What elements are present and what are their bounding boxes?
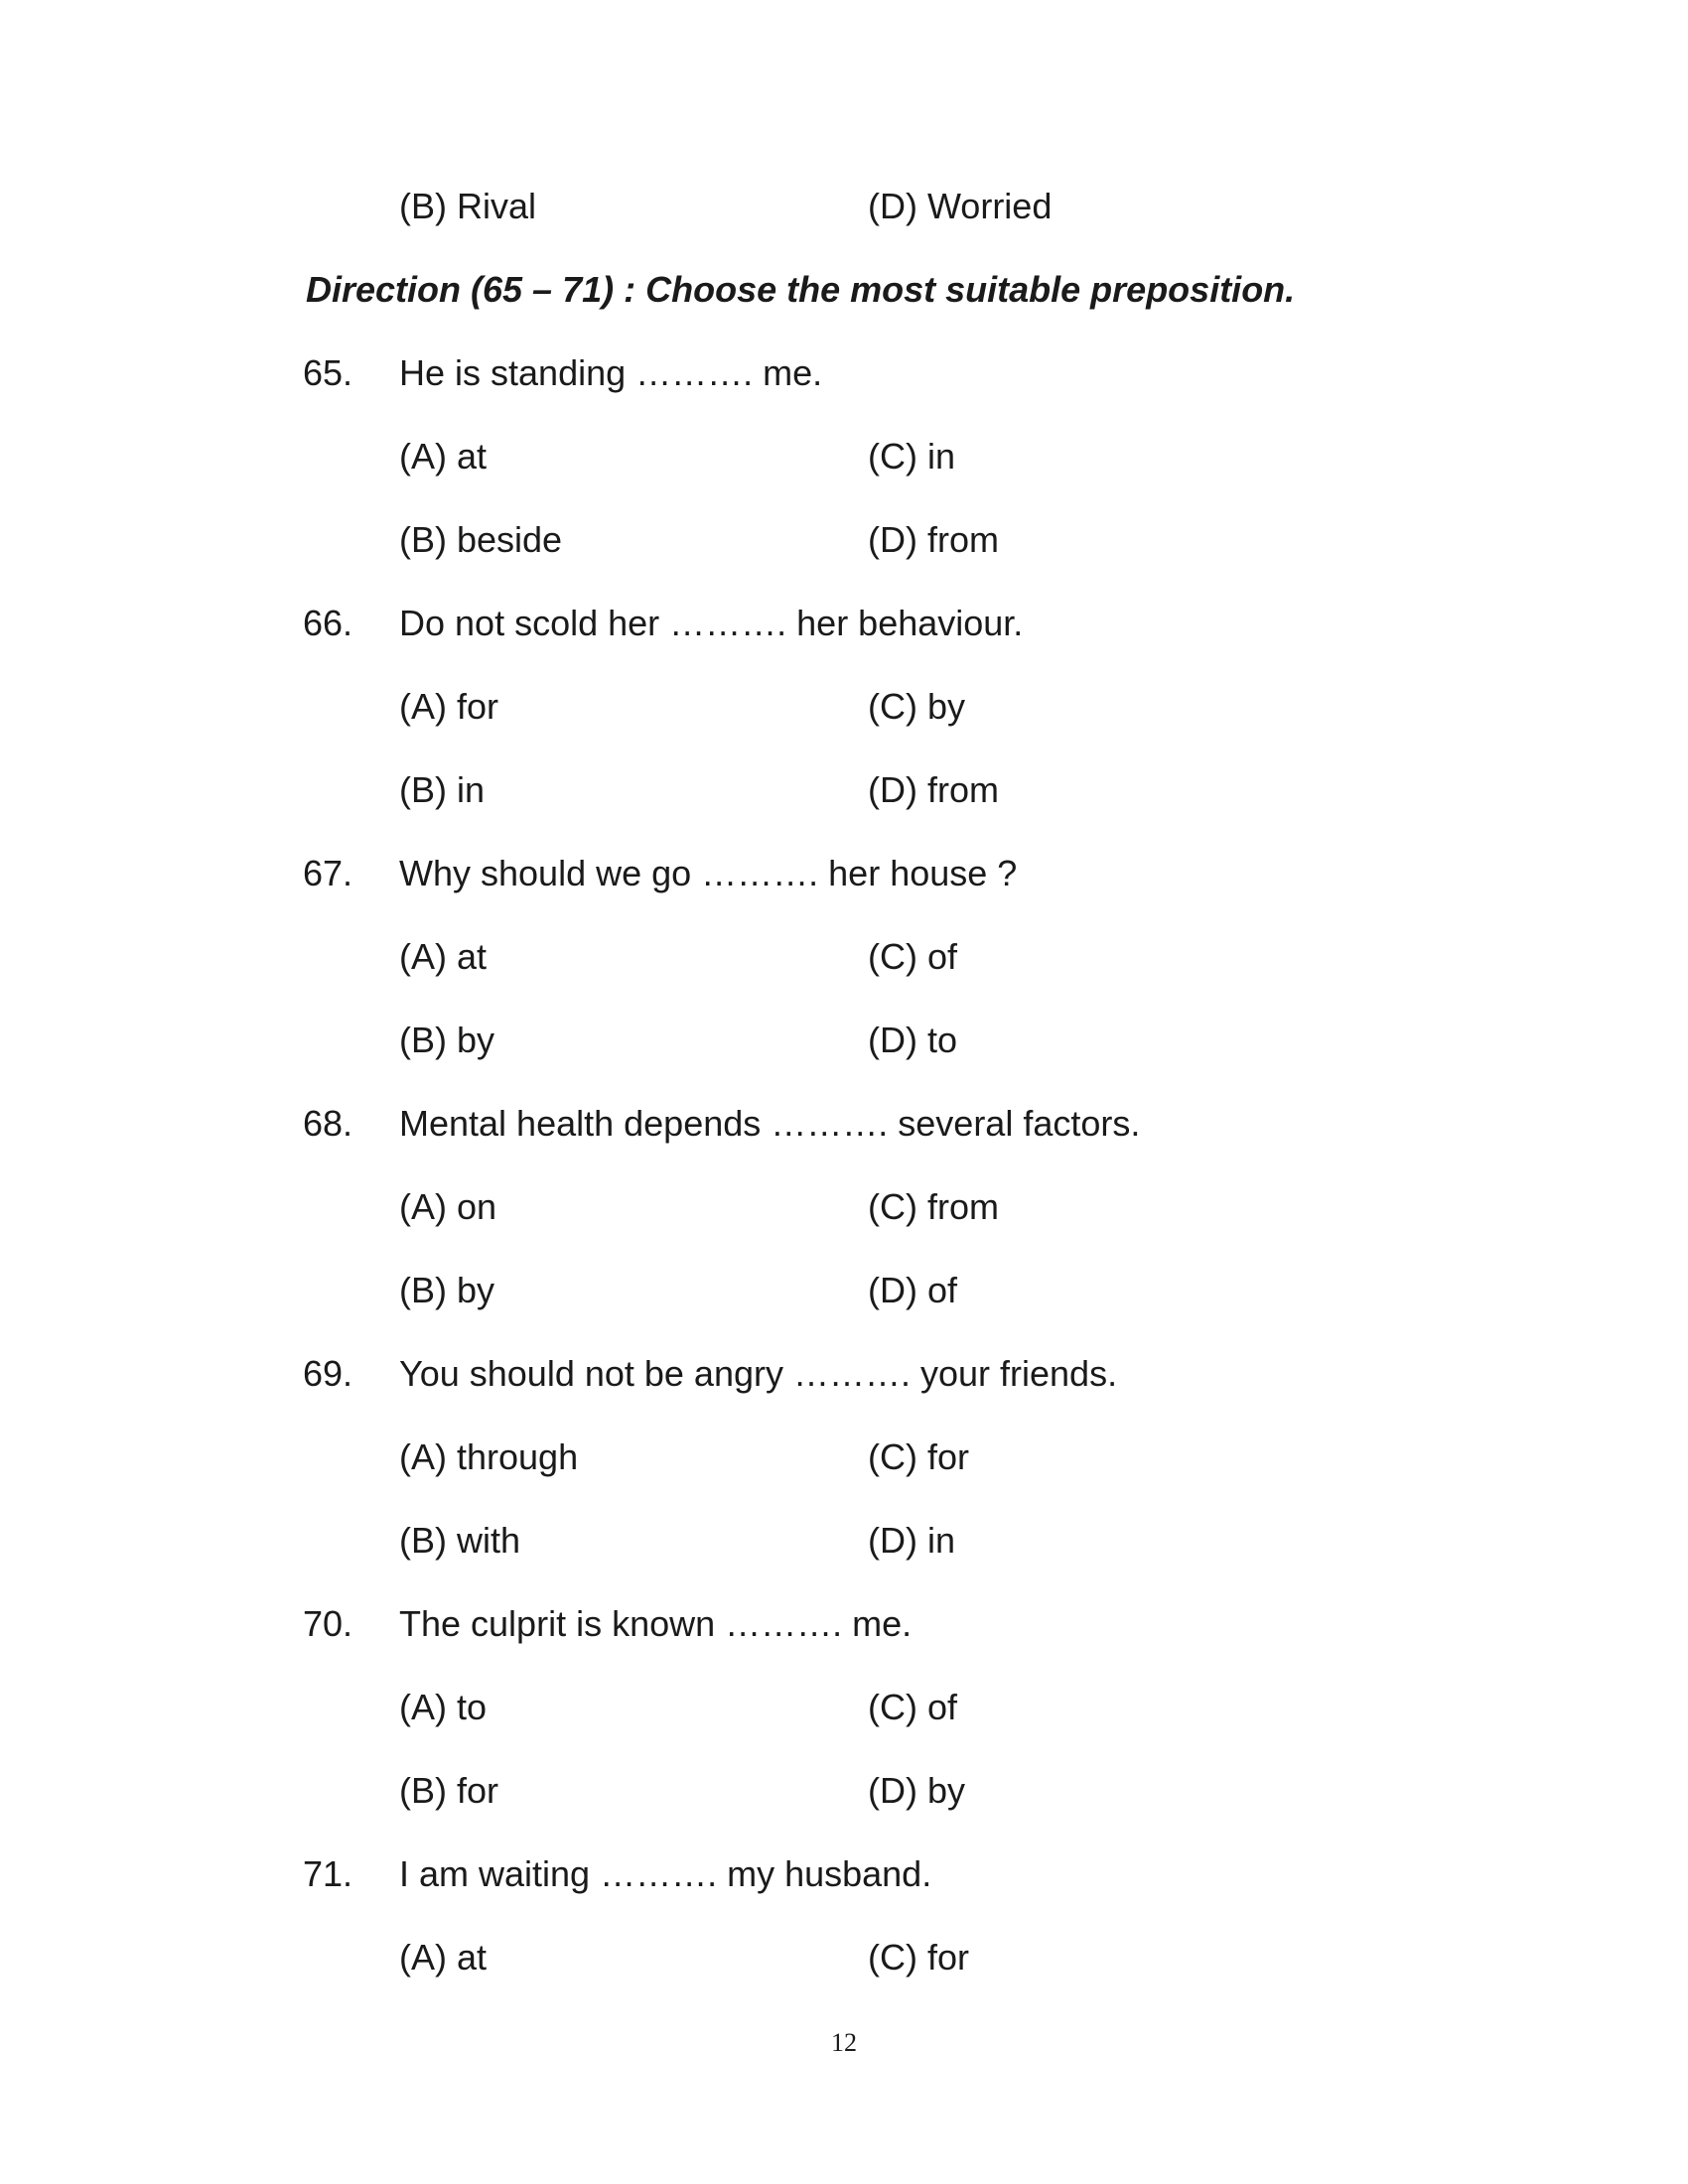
- question-text-68: Mental health depends ………. several factors.: [399, 1103, 1141, 1144]
- q68-option-b: (B) by: [399, 1270, 495, 1310]
- question-text-69: You should not be angry ………. your friends.: [399, 1353, 1118, 1394]
- q68-option-c: (C) from: [868, 1186, 999, 1227]
- question-number-65: 65.: [303, 352, 353, 393]
- q69-option-c: (C) for: [868, 1436, 969, 1477]
- q66-option-d: (D) from: [868, 769, 999, 810]
- q65-option-b: (B) beside: [399, 519, 563, 560]
- q65-option-d: (D) from: [868, 519, 999, 560]
- question-number-70: 70.: [303, 1603, 353, 1644]
- page-number: 12: [831, 2028, 857, 2057]
- q71-option-a: (A) at: [399, 1937, 488, 1978]
- question-number-68: 68.: [303, 1103, 353, 1144]
- q67-option-a: (A) at: [399, 936, 488, 977]
- q66-option-c: (C) by: [868, 686, 965, 727]
- option-d-prev: (D) Worried: [868, 186, 1053, 226]
- q70-option-a: (A) to: [399, 1687, 488, 1727]
- q65-option-a: (A) at: [399, 436, 488, 477]
- option-b-prev: (B) Rival: [399, 186, 537, 226]
- question-number-69: 69.: [303, 1353, 353, 1394]
- q65-option-c: (C) in: [868, 436, 955, 477]
- q67-option-c: (C) of: [868, 936, 957, 977]
- q69-option-d: (D) in: [868, 1520, 955, 1561]
- question-number-67: 67.: [303, 853, 353, 893]
- question-text-67: Why should we go ………. her house ?: [399, 853, 1018, 893]
- q70-option-d: (D) by: [868, 1770, 965, 1811]
- question-text-66: Do not scold her ………. her behaviour.: [399, 603, 1024, 643]
- question-text-65: He is standing ………. me.: [399, 352, 823, 393]
- q66-option-a: (A) for: [399, 686, 499, 727]
- q69-option-b: (B) with: [399, 1520, 521, 1561]
- q68-option-d: (D) of: [868, 1270, 957, 1310]
- q68-option-a: (A) on: [399, 1186, 497, 1227]
- q67-option-d: (D) to: [868, 1020, 957, 1060]
- q70-option-b: (B) for: [399, 1770, 499, 1811]
- question-number-66: 66.: [303, 603, 353, 643]
- question-text-71: I am waiting ………. my husband.: [399, 1853, 932, 1894]
- q69-option-a: (A) through: [399, 1436, 579, 1477]
- q67-option-b: (B) by: [399, 1020, 495, 1060]
- q66-option-b: (B) in: [399, 769, 486, 810]
- question-text-70: The culprit is known ………. me.: [399, 1603, 913, 1644]
- q70-option-c: (C) of: [868, 1687, 957, 1727]
- direction-heading: Direction (65 – 71) : Choose the most suitable preposition.: [306, 269, 1296, 310]
- question-number-71: 71.: [303, 1853, 353, 1894]
- q71-option-c: (C) for: [868, 1937, 969, 1978]
